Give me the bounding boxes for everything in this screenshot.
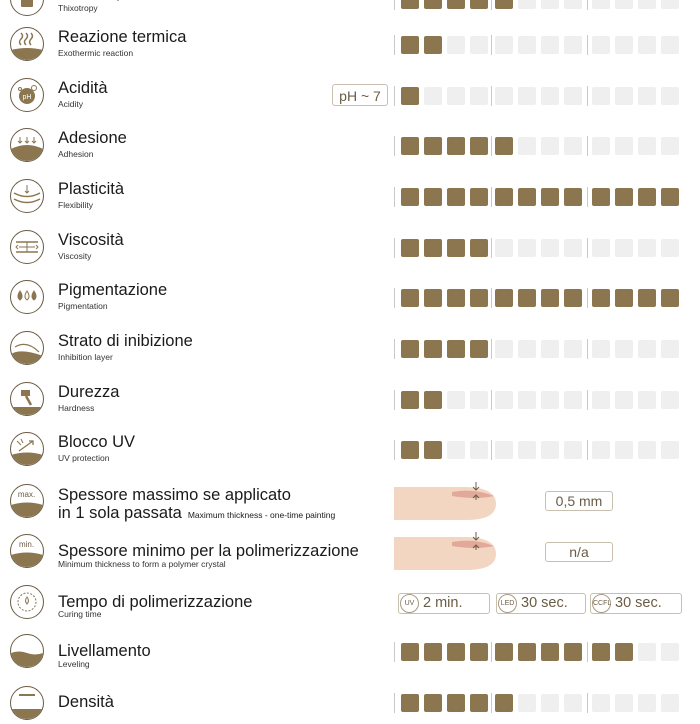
rating-divider — [491, 288, 492, 308]
property-row — [0, 278, 700, 318]
lamp-type-badge: CCFL — [592, 594, 611, 613]
rating-cell — [615, 137, 633, 155]
curing-time-value: 2 min. — [423, 595, 463, 611]
rating-cell — [615, 694, 633, 712]
adhesion-icon — [10, 128, 44, 162]
rating-cell — [424, 340, 442, 358]
rating-cell — [638, 694, 656, 712]
rating-cell — [661, 441, 679, 459]
rating-cell — [615, 441, 633, 459]
property-subtitle: Hardness — [58, 403, 95, 413]
rating-cell — [638, 340, 656, 358]
rating-cell — [661, 391, 679, 409]
rating-divider — [491, 390, 492, 410]
rating-cell — [447, 694, 465, 712]
rating-cell — [661, 137, 679, 155]
rating-cell — [518, 391, 536, 409]
rating-cell — [447, 87, 465, 105]
property-row — [0, 228, 700, 268]
property-row — [0, 177, 700, 217]
rating-cell — [615, 643, 633, 661]
rating-cell — [401, 289, 419, 307]
property-subtitle: Exothermic reaction — [58, 48, 134, 58]
rating-cell — [424, 87, 442, 105]
rating-cell — [541, 441, 559, 459]
rating-cell — [661, 694, 679, 712]
property-title: Viscosità — [58, 231, 124, 249]
curing-time-ccfl — [590, 593, 682, 614]
rating-cell — [541, 239, 559, 257]
rating-divider — [587, 693, 588, 713]
rating-bar — [394, 440, 686, 460]
rating-cell — [564, 0, 582, 9]
rating-cell — [615, 188, 633, 206]
rating-cell — [615, 87, 633, 105]
rating-cell — [541, 643, 559, 661]
rating-cell — [424, 441, 442, 459]
rating-cell — [564, 289, 582, 307]
rating-cell — [401, 188, 419, 206]
property-row — [0, 0, 700, 20]
rating-divider — [587, 288, 588, 308]
property-subtitle: Inhibition layer — [58, 352, 113, 362]
lamp-type-badge: LED — [498, 594, 517, 613]
rating-cell — [541, 36, 559, 54]
property-row — [0, 380, 700, 420]
finger-illustration-svg — [394, 482, 502, 522]
rating-cell — [424, 137, 442, 155]
density-row — [0, 684, 700, 724]
rating-cell — [401, 643, 419, 661]
curing-title: Tempo di polimerizzazione — [58, 593, 253, 611]
rating-divider — [491, 86, 492, 106]
rating-divider — [491, 642, 492, 662]
rating-bar — [394, 0, 686, 10]
rating-divider — [587, 390, 588, 410]
rating-cell — [661, 87, 679, 105]
property-subtitle: Acidity — [58, 99, 84, 109]
property-title: Acidità — [58, 79, 108, 97]
rating-divider — [491, 187, 492, 207]
rating-cell — [470, 340, 488, 358]
rating-cell — [518, 289, 536, 307]
rating-cell — [592, 87, 610, 105]
rating-cell — [495, 36, 513, 54]
rating-divider — [587, 187, 588, 207]
rating-divider — [587, 136, 588, 156]
finger-illustration — [394, 482, 502, 522]
rating-divider — [587, 35, 588, 55]
rating-cell — [541, 694, 559, 712]
rating-cell — [401, 87, 419, 105]
rating-cell — [470, 36, 488, 54]
rating-cell — [447, 643, 465, 661]
rating-cell — [401, 441, 419, 459]
rating-cell — [638, 289, 656, 307]
rating-divider — [394, 440, 395, 460]
property-row — [0, 76, 700, 116]
curing-time-value: 30 sec. — [615, 595, 662, 611]
rating-cell — [518, 694, 536, 712]
viscosity-icon — [10, 230, 44, 264]
flexibility-icon — [10, 179, 44, 213]
density-icon — [10, 686, 44, 720]
rating-cell — [638, 643, 656, 661]
rating-cell — [564, 87, 582, 105]
rating-divider — [491, 440, 492, 460]
finger-illustration-svg — [394, 532, 502, 572]
density-title: Densità — [58, 693, 114, 711]
svg-text:pH: pH — [22, 94, 32, 101]
rating-cell — [470, 188, 488, 206]
rating-cell — [495, 643, 513, 661]
rating-bar — [394, 86, 686, 106]
rating-cell — [495, 340, 513, 358]
rating-cell — [592, 643, 610, 661]
rating-cell — [470, 289, 488, 307]
rating-bar — [394, 693, 686, 713]
min-thickness-title: Spessore minimo per la polimerizzazione — [58, 542, 359, 560]
rating-cell — [592, 340, 610, 358]
rating-cell — [592, 36, 610, 54]
min-thickness-subtitle: Minimum thickness to form a polymer crystal — [58, 559, 226, 569]
rating-cell — [661, 289, 679, 307]
rating-divider — [394, 0, 395, 10]
rating-divider — [394, 35, 395, 55]
rating-cell — [401, 36, 419, 54]
property-subtitle: Flexibility — [58, 200, 93, 210]
hammer-icon — [10, 382, 44, 416]
rating-cell — [564, 441, 582, 459]
rating-cell — [661, 36, 679, 54]
rating-cell — [495, 188, 513, 206]
property-title: Durezza — [58, 383, 120, 401]
rating-cell — [447, 188, 465, 206]
rating-cell — [495, 239, 513, 257]
rating-divider — [491, 693, 492, 713]
rating-cell — [447, 36, 465, 54]
max-thickness-value: 0,5 mm — [545, 491, 613, 511]
rating-cell — [424, 188, 442, 206]
rating-cell — [541, 289, 559, 307]
property-title: Pigmentazione — [58, 281, 168, 299]
rating-divider — [394, 693, 395, 713]
rating-cell — [661, 188, 679, 206]
clock-icon — [10, 585, 44, 619]
max-thickness-title-line1: Spessore massimo se applicato — [58, 486, 291, 504]
heat-waves-icon — [10, 27, 44, 61]
property-subtitle: Viscosity — [58, 251, 92, 261]
rating-cell — [661, 0, 679, 9]
rating-cell — [615, 391, 633, 409]
rating-cell — [447, 239, 465, 257]
rating-cell — [424, 391, 442, 409]
rating-cell — [564, 137, 582, 155]
rating-cell — [564, 239, 582, 257]
rating-cell — [564, 694, 582, 712]
rating-divider — [491, 0, 492, 10]
rating-cell — [424, 694, 442, 712]
rating-cell — [564, 36, 582, 54]
property-title: Blocco UV — [58, 433, 136, 451]
rating-cell — [447, 391, 465, 409]
rating-cell — [592, 188, 610, 206]
rating-cell — [470, 0, 488, 9]
rating-bar — [394, 187, 686, 207]
rating-cell — [518, 36, 536, 54]
property-row — [0, 430, 700, 470]
rating-cell — [424, 0, 442, 9]
finger-illustration — [394, 532, 502, 572]
rating-divider — [587, 339, 588, 359]
rating-cell — [541, 391, 559, 409]
property-title: Adesione — [58, 129, 127, 147]
property-row — [0, 329, 700, 369]
property-title: Reazione termica — [58, 28, 187, 46]
rating-cell — [470, 391, 488, 409]
rating-bar — [394, 288, 686, 308]
rating-cell — [638, 188, 656, 206]
rating-cell — [495, 441, 513, 459]
rating-divider — [587, 440, 588, 460]
rating-cell — [592, 239, 610, 257]
leveling-icon — [10, 634, 44, 668]
rating-cell — [470, 643, 488, 661]
rating-cell — [541, 87, 559, 105]
property-subtitle: Pigmentation — [58, 301, 108, 311]
rating-cell — [495, 694, 513, 712]
rating-cell — [424, 289, 442, 307]
property-row — [0, 126, 700, 166]
rating-cell — [638, 36, 656, 54]
rating-cell — [638, 87, 656, 105]
lock-icon — [10, 0, 44, 16]
leveling-subtitle: Leveling — [58, 659, 90, 669]
rating-divider — [491, 238, 492, 258]
property-title: Strato di inibizione — [58, 332, 193, 350]
rating-bar — [394, 339, 686, 359]
rating-divider — [587, 642, 588, 662]
curing-time-uv — [398, 593, 490, 614]
rating-divider — [394, 238, 395, 258]
rating-cell — [470, 239, 488, 257]
rating-cell — [447, 0, 465, 9]
max-thickness-icon — [10, 484, 44, 518]
curing-time-led — [496, 593, 586, 614]
rating-cell — [401, 0, 419, 9]
rating-cell — [615, 0, 633, 9]
rating-divider — [394, 390, 395, 410]
rating-bar — [394, 238, 686, 258]
rating-cell — [564, 188, 582, 206]
min-thickness-value: n/a — [545, 542, 613, 562]
rating-cell — [401, 391, 419, 409]
rating-cell — [401, 137, 419, 155]
rating-divider — [394, 136, 395, 156]
rating-cell — [541, 0, 559, 9]
rating-cell — [592, 694, 610, 712]
rating-cell — [615, 239, 633, 257]
rating-cell — [615, 289, 633, 307]
rating-cell — [541, 340, 559, 358]
max-thickness-icon-label: max. — [17, 490, 36, 499]
ph-icon — [10, 78, 44, 112]
rating-cell — [401, 694, 419, 712]
rating-cell — [424, 36, 442, 54]
rating-cell — [661, 340, 679, 358]
rating-bar — [394, 35, 686, 55]
uv-block-icon — [10, 432, 44, 466]
rating-cell — [592, 0, 610, 9]
rating-divider — [587, 0, 588, 10]
property-row — [0, 25, 700, 65]
rating-cell — [518, 239, 536, 257]
min-thickness-icon — [10, 534, 44, 568]
property-subtitle: Thixotropy — [58, 3, 98, 13]
rating-cell — [638, 239, 656, 257]
rating-cell — [638, 391, 656, 409]
rating-cell — [518, 340, 536, 358]
rating-cell — [564, 391, 582, 409]
max-thickness-title — [58, 486, 335, 524]
max-thickness-subtitle: Maximum thickness - one-time painting — [187, 510, 336, 520]
rating-bar — [394, 390, 686, 410]
rating-cell — [638, 0, 656, 9]
lamp-type-badge: UV — [400, 594, 419, 613]
rating-cell — [592, 289, 610, 307]
rating-cell — [592, 441, 610, 459]
property-title — [58, 0, 138, 1]
rating-cell — [661, 239, 679, 257]
rating-divider — [394, 288, 395, 308]
rating-cell — [518, 87, 536, 105]
rating-cell — [470, 87, 488, 105]
rating-cell — [615, 36, 633, 54]
rating-cell — [424, 643, 442, 661]
rating-cell — [495, 0, 513, 9]
rating-bar — [394, 642, 686, 662]
property-subtitle: Adhesion — [58, 149, 94, 159]
rating-divider — [491, 136, 492, 156]
rating-cell — [518, 441, 536, 459]
rating-cell — [447, 441, 465, 459]
rating-cell — [541, 137, 559, 155]
rating-cell — [638, 137, 656, 155]
rating-cell — [470, 441, 488, 459]
rating-cell — [424, 239, 442, 257]
rating-cell — [470, 137, 488, 155]
rating-cell — [495, 87, 513, 105]
rating-cell — [661, 643, 679, 661]
rating-divider — [587, 86, 588, 106]
ph-badge: pH ~ 7 — [332, 84, 388, 106]
max-thickness-title-line2: in 1 sola passata — [58, 504, 182, 522]
rating-divider — [394, 187, 395, 207]
rating-divider — [491, 339, 492, 359]
rating-divider — [394, 339, 395, 359]
leveling-row — [0, 632, 700, 672]
min-thickness-row — [0, 532, 700, 572]
rating-divider — [491, 35, 492, 55]
rating-cell — [495, 137, 513, 155]
rating-cell — [564, 643, 582, 661]
drops-icon — [10, 280, 44, 314]
rating-divider — [394, 86, 395, 106]
rating-cell — [518, 643, 536, 661]
rating-cell — [592, 391, 610, 409]
leveling-title: Livellamento — [58, 642, 151, 660]
rating-cell — [592, 137, 610, 155]
min-thickness-icon-label: min. — [18, 540, 35, 549]
rating-cell — [615, 340, 633, 358]
rating-cell — [541, 188, 559, 206]
property-title: Plasticità — [58, 180, 125, 198]
rating-cell — [447, 289, 465, 307]
property-subtitle: UV protection — [58, 453, 110, 463]
rating-cell — [495, 289, 513, 307]
rating-cell — [447, 137, 465, 155]
rating-bar — [394, 136, 686, 156]
rating-cell — [401, 340, 419, 358]
rating-cell — [564, 340, 582, 358]
rating-cell — [447, 340, 465, 358]
inhibition-layer-icon — [10, 331, 44, 365]
rating-divider — [394, 642, 395, 662]
rating-cell — [495, 391, 513, 409]
curing-time-value: 30 sec. — [521, 595, 568, 611]
rating-cell — [518, 0, 536, 9]
rating-cell — [401, 239, 419, 257]
rating-cell — [518, 188, 536, 206]
max-thickness-row — [0, 482, 700, 522]
rating-divider — [587, 238, 588, 258]
curing-subtitle: Curing time — [58, 609, 102, 619]
rating-cell — [470, 694, 488, 712]
rating-cell — [518, 137, 536, 155]
curing-row — [0, 583, 700, 623]
rating-cell — [638, 441, 656, 459]
